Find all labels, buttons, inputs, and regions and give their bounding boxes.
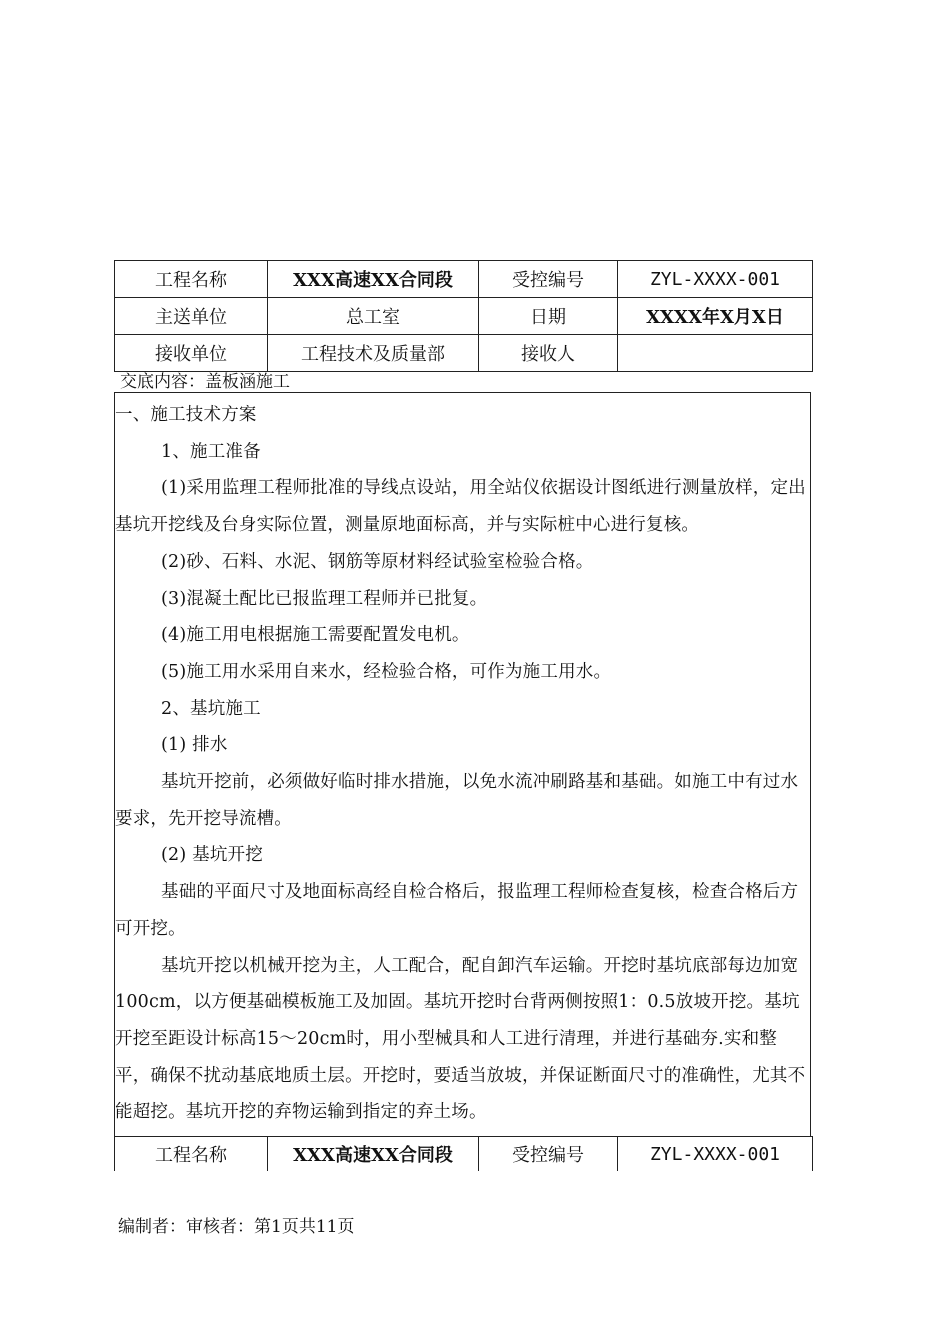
label-receiving-unit: 接收单位: [115, 335, 268, 372]
header-table-repeat: [114, 1136, 813, 1171]
paragraph: (1) 排水: [161, 735, 228, 756]
label-project-name: 工程名称: [115, 261, 268, 298]
paragraph: (5)施工用水采用自来水，经检验合格，可作为施工用水。: [161, 661, 612, 682]
value-control-number: ZYL-XXXX-001: [618, 1137, 813, 1172]
page-footer: 编制者：审核者：第1页共11页: [118, 1217, 355, 1237]
briefing-content-box: [114, 392, 811, 1136]
section-title: 一、施工技术方案: [115, 405, 257, 425]
paragraph: (2) 基坑开挖: [161, 845, 263, 866]
value-control-number: ZYL-XXXX-001: [618, 261, 813, 298]
table-row: [115, 335, 813, 372]
briefing-content-label: 交底内容：盖板涵施工: [120, 372, 290, 392]
label-receiver: 接收人: [479, 335, 618, 372]
subsection-heading: 2、基坑施工: [161, 698, 261, 719]
value-project-name: XXX高速XX合同段: [268, 261, 479, 298]
label-control-number: 受控编号: [479, 261, 618, 298]
paragraph: (4)施工用电根据施工需要配置发电机。: [161, 625, 470, 646]
label-main-recipient: 主送单位: [115, 298, 268, 335]
table-row: [115, 1137, 813, 1172]
value-receiving-unit: 工程技术及质量部: [268, 335, 479, 372]
header-table: [114, 260, 813, 372]
subsection-heading: 1、施工准备: [161, 441, 261, 462]
table-row: [115, 298, 813, 335]
value-project-name: XXX高速XX合同段: [268, 1137, 479, 1172]
paragraph: (2)砂、石料、水泥、钢筋等原材料经试验室检验合格。: [161, 551, 594, 572]
value-receiver: [618, 335, 813, 372]
paragraph: (1)采用监理工程师批准的导线点设站，用全站仪依据设计图纸进行测量放样，定出基坑开挖线及台身实际位置，测量原地面标高，并与实际桩中心进行复核。: [115, 478, 806, 536]
label-date: 日期: [479, 298, 618, 335]
paragraph: 基坑开挖前，必须做好临时排水措施，以免水流冲刷路基和基础。如施工中有过水要求，先开挖导流槽。: [115, 772, 799, 829]
paragraph: (3)混凝土配比已报监理工程师并已批复。: [161, 588, 488, 609]
paragraph: 基础的平面尺寸及地面标高经自检合格后，报监理工程师检查复核，检查合格后方可开挖。: [115, 882, 799, 939]
paragraph: 基坑开挖以机械开挖为主，人工配合，配自卸汽车运输。开挖时基坑底部每边加宽100cm，以方便基础模板施工及加固。基坑开挖时台背两侧按照1：0.5放坡开挖。基坑开挖至距设计标高15～20cm时，用小型械具和人工进行清理，并进行基础夯.实和整平，确保不扰动基底地质土层。开挖时，要适当放坡，并保证断面尺寸的准确性，尤其不能超挖。基坑开挖的弃物运输到指定的弃土场。: [115, 955, 806, 1123]
label-project-name: 工程名称: [115, 1137, 268, 1172]
value-date: XXXX年X月X日: [618, 298, 813, 335]
value-main-recipient: 总工室: [268, 298, 479, 335]
table-row: [115, 261, 813, 298]
label-control-number: 受控编号: [479, 1137, 618, 1172]
